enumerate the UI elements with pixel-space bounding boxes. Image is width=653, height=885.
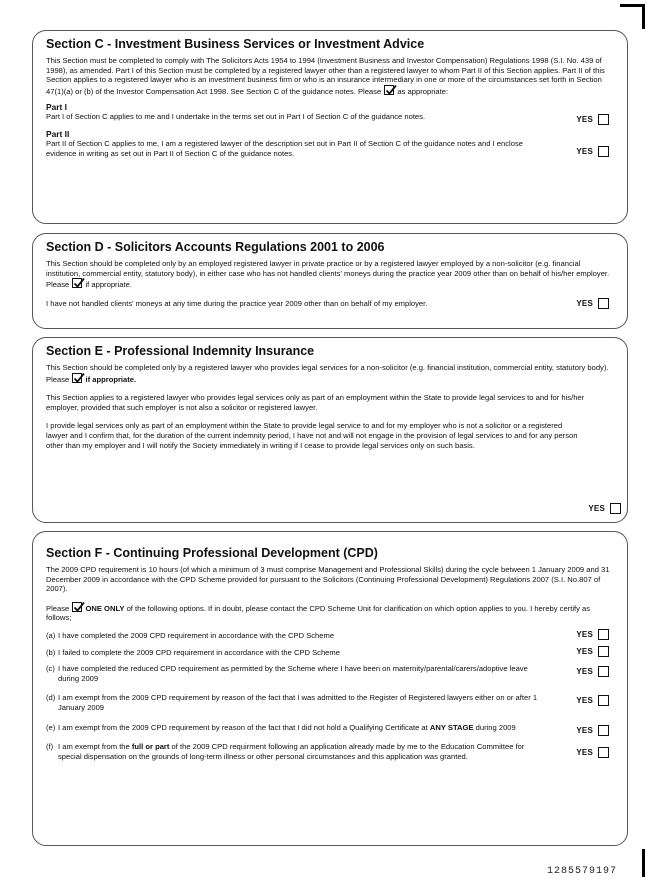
section-f-intro: The 2009 CPD requirement is 10 hours (of which a minimum of 3 must comprise Management and Professional Skills) during the cycle between 1 January 2009 and 31 December 2009 in accordance with the CPD Scheme provided for pursuant to the Solicitors (Continuing Professional Development) Regulations 2007 (S.I. No.807 of 2007).: [46, 565, 610, 594]
section-e-para3: I provide legal services only as part of an employment within the State to provide legal service to and for my employer who is not a solicitor or a registered lawyer and I confirm that, for the duration of the current indemnity period, I have not and will not engage in the provision of legal services to and for any person other than my employer and I will notify the Society immediately in writing if I cease to provide legal services only on such basis.: [46, 421, 578, 450]
checkmark-icon: [72, 278, 82, 288]
cpd-option-d-checkbox[interactable]: [598, 695, 609, 706]
section-f: [32, 531, 628, 846]
section-d: [32, 233, 628, 329]
section-d-statement: I have not handled clients' moneys at any time during the practice year 2009 other than on behalf of my employer.: [46, 298, 428, 308]
cpd-option-f: (f) I am exempt from the full or part of the 2009 CPD requirment following an application already made by me to the Education Committee for special dispensation on the grounds of long-term illness or other personal circumstances and this application was granted. YES: [46, 742, 615, 761]
cpd-option-b-yes: YES: [576, 646, 609, 657]
cpd-option-b: (b) I failed to complete the 2009 CPD requirement in accordance with the CPD Scheme YES: [46, 648, 615, 658]
cpd-option-f-checkbox[interactable]: [598, 747, 609, 758]
section-d-statement-row: [46, 299, 615, 309]
section-c-part1-checkbox[interactable]: [598, 114, 609, 125]
cpd-option-c-yes: YES: [576, 666, 609, 677]
section-c-part1-title: Part I: [46, 102, 67, 113]
section-c-intro: This Section must be completed to comply with The Solicitors Acts 1954 to 1994 (Investment Business and Investor Compensation) Regulations 1998 (S.I. No. 439 of 1998), as amended. Part I of this Section must be completed by a registered lawyer other than a registered lawyer to whom Part II of this Section applies. Part II of this Section applies to a registered lawyer who is an investment business firm or who is an insurance intermediary in one or more of the circumstances set forth in Section 47(1)(a) or (b) of the Investor Compensation Act 1998. See Section C of the guidance notes. Please as appropriate:: [46, 56, 605, 96]
cpd-option-d: (d) I am exempt from the 2009 CPD requirement by reason of the fact that I was admitted to the Register of Registered lawyers either on or after 1 January 2009 YES: [46, 693, 615, 712]
section-f-title: Section F - Continuing Professional Development (CPD): [46, 546, 378, 560]
checkmark-icon: [72, 373, 82, 383]
cpd-option-e: (e) I am exempt from the 2009 CPD requirement by reason of the fact that I did not hold a Qualifying Certificate at ANY STAGE during 2009 YES: [46, 723, 615, 733]
corner-mark-bottom-right: [642, 849, 645, 877]
section-f-instruction: Please ONE ONLY of the following options. If in doubt, please contact the CPD Scheme Unit for clarification on which option applies to you. I hereby certify as follows;: [46, 603, 591, 623]
section-e-title: Section E - Professional Indemnity Insurance: [46, 344, 315, 358]
section-d-yes: YES: [576, 298, 609, 309]
cpd-option-a-yes: YES: [576, 629, 609, 640]
section-c-title: Section C - Investment Business Services or Investment Advice: [46, 37, 425, 51]
section-c-part2-checkbox[interactable]: [598, 146, 609, 157]
cpd-option-a: (a) I have completed the 2009 CPD requirement in accordance with the CPD Scheme YES: [46, 631, 615, 641]
section-c-part1-row: [46, 112, 615, 125]
section-c-part1-text: Part I of Section C applies to me and I undertake in the terms set out in Part I of Section C of the guidance notes.: [46, 112, 426, 122]
cpd-option-e-yes: YES: [576, 725, 609, 736]
section-d-checkbox[interactable]: [598, 298, 609, 309]
cpd-option-e-checkbox[interactable]: [598, 725, 609, 736]
cpd-option-c-checkbox[interactable]: [598, 666, 609, 677]
cpd-option-d-yes: YES: [576, 695, 609, 706]
cpd-option-b-checkbox[interactable]: [598, 646, 609, 657]
section-c-part2-title: Part II: [46, 128, 70, 139]
section-d-title: Section D - Solicitors Accounts Regulations 2001 to 2006: [46, 240, 385, 254]
section-c-part2-row: [46, 139, 615, 158]
section-c-part1-yes: YES: [576, 114, 609, 125]
corner-mark-top-right: [620, 4, 645, 29]
checkmark-icon: [72, 602, 82, 612]
section-c: [32, 30, 628, 224]
checkmark-icon: [384, 85, 394, 95]
section-e: [32, 337, 628, 523]
section-e-yes: YES: [588, 503, 621, 514]
cpd-option-a-checkbox[interactable]: [598, 629, 609, 640]
cpd-option-c: (c) I have completed the reduced CPD requirement as permitted by the Scheme where I have been on maternity/parental/carers/adoptive leave during 2009 YES: [46, 664, 615, 683]
cpd-option-f-yes: YES: [576, 747, 609, 758]
section-e-intro: This Section should be completed only by a registered lawyer who provides legal services for a non-solicitor (e.g. financial institution, commercial entity, statutory body). Please if appropriate.: [46, 363, 609, 384]
section-c-part2-yes: YES: [576, 146, 609, 157]
barcode-number: 1285579197: [546, 866, 617, 877]
section-e-checkbox[interactable]: [610, 503, 621, 514]
section-e-para2: This Section applies to a registered lawyer who provides legal services only as part of an employment within the State to provide legal services to and for his/her employer, provided that such employer is not also a solicitor or registered lawyer.: [46, 393, 585, 412]
section-d-intro: This Section should be completed only by an employed registered lawyer in private practice or by a registered lawyer employed by a non-solicitor (e.g. financial institution, commercial entity, statutory body), in either case who has not handled clients' moneys during the practice year 2009 other than on behalf of his/her employer. Please if appropriate.: [46, 259, 610, 290]
section-c-part2-text: Part II of Section C applies to me, I am a registered lawyer of the description set out in Part II of Section C of the guidance notes and I enclose evidence in writing as set out in Part II of Section C of the guidance notes.: [46, 138, 523, 158]
